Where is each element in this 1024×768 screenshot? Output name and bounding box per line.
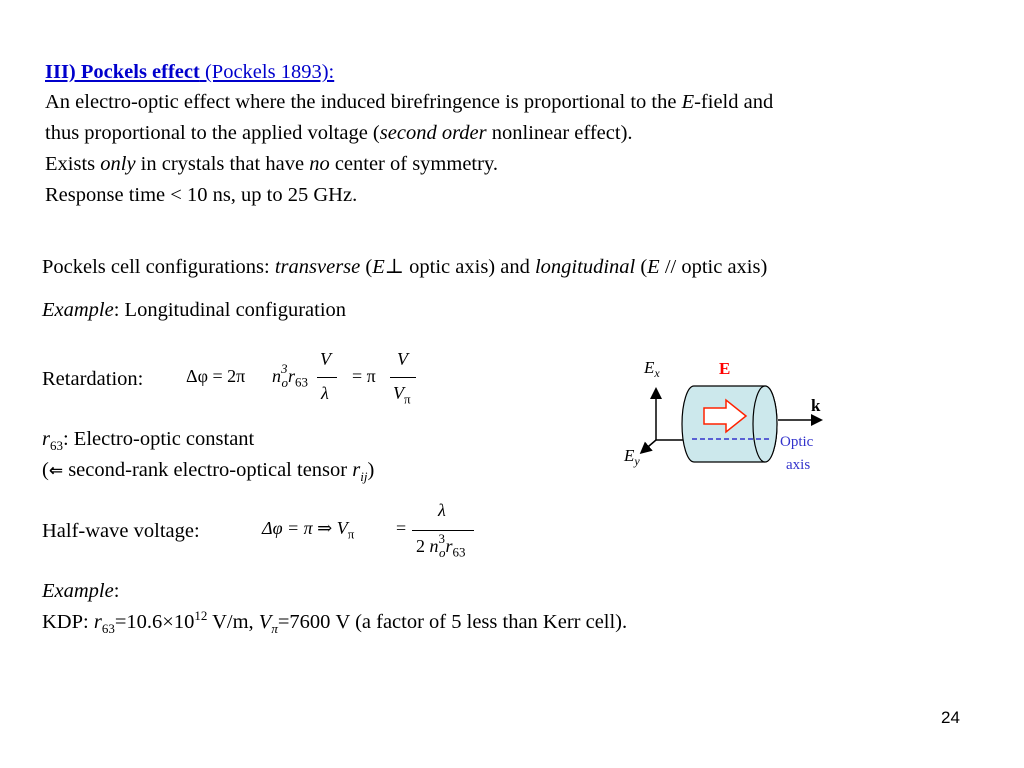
- frac2-num: V: [397, 349, 408, 369]
- config-transverse: transverse: [274, 256, 361, 278]
- tensor-line: [42, 455, 374, 487]
- r-sub: 63: [101, 621, 115, 637]
- config-e-symbol: E: [372, 256, 385, 278]
- halfwave-lhs-text: Δφ = π ⇒ V: [262, 518, 348, 538]
- retardation-nr: [272, 361, 309, 390]
- intro-e-symbol: E: [681, 91, 695, 113]
- rij-sub: ij: [360, 469, 368, 485]
- r-symbol: r: [42, 428, 50, 450]
- heading-bold: III) Pockels effect: [45, 61, 200, 83]
- intro-text: in crystals that have: [135, 153, 310, 175]
- r-sub: 63: [452, 544, 466, 560]
- intro-emphasis: second order: [379, 122, 487, 144]
- config-text: Pockels cell configurations:: [42, 256, 275, 278]
- intro-emphasis: only: [100, 153, 136, 175]
- intro-line-2: [45, 118, 633, 149]
- example-colon: :: [113, 580, 120, 602]
- halfwave-eq: =: [396, 518, 407, 538]
- kdp-value: =10.6×10: [114, 611, 195, 633]
- example-text: : Longitudinal configuration: [113, 299, 347, 321]
- example-label: Example: [42, 299, 114, 321]
- optic-label: Optic: [780, 434, 814, 450]
- halfwave-label: Half-wave voltage:: [42, 520, 200, 542]
- left-arrow-icon: ⇐: [48, 461, 64, 481]
- pockels-cell-diagram: [600, 340, 840, 490]
- intro-text: thus proportional to the applied voltage (: [45, 122, 380, 144]
- v-symbol: V: [393, 383, 404, 403]
- tensor-text: second-rank electro-optical tensor: [63, 459, 353, 481]
- intro-emphasis: no: [309, 153, 330, 175]
- pi-sub: π: [404, 391, 411, 407]
- config-text: optic axis) and: [404, 256, 535, 278]
- intro-text: nonlinear effect).: [486, 122, 633, 144]
- intro-line-1: [45, 87, 773, 118]
- cylinder-end-face: [753, 386, 777, 462]
- config-text: (: [360, 256, 373, 278]
- n-symbol: n: [429, 536, 439, 556]
- frac1-den: λ: [321, 383, 329, 403]
- retardation-lhs: [186, 366, 245, 387]
- example-label: Example: [42, 580, 114, 602]
- example-longitudinal: [42, 295, 346, 326]
- delta-phi: Δφ: [186, 366, 208, 386]
- example-kdp-label: [42, 576, 119, 607]
- n-sup: 3: [438, 531, 445, 546]
- frac1-bar: [317, 377, 337, 378]
- n-sub: o: [439, 544, 446, 560]
- pi-sub: π: [347, 526, 355, 542]
- config-text: // optic axis): [659, 256, 768, 278]
- intro-text: An electro-optic effect where the induced birefringence is proportional to the: [45, 91, 682, 113]
- v-symbol: V: [258, 611, 272, 633]
- r-symbol: r: [93, 611, 102, 633]
- intro-text: center of symmetry.: [329, 153, 498, 175]
- config-e-symbol: E: [647, 256, 660, 278]
- two: 2: [416, 536, 430, 556]
- frac1-num: V: [320, 349, 331, 369]
- tensor-text: (: [42, 459, 49, 481]
- heading-sub: (Pockels 1893):: [199, 61, 335, 83]
- config-line: [42, 252, 767, 283]
- n-sub: o: [281, 374, 288, 390]
- r63-line: [42, 424, 254, 455]
- r-sub: 63: [49, 438, 63, 454]
- kdp-text: KDP:: [42, 611, 94, 633]
- kdp-line: [42, 607, 627, 638]
- halfwave-num: λ: [438, 500, 446, 520]
- e-label: E: [719, 359, 731, 378]
- intro-line-4: Response time < 10 ns, up to 25 GHz.: [45, 184, 358, 206]
- pi-sub: π: [271, 621, 278, 637]
- ey-axis: [642, 440, 656, 452]
- page-number: 24: [941, 708, 960, 727]
- section-heading: [45, 57, 334, 88]
- k-label: k: [811, 396, 821, 415]
- kdp-text: =7600 V (a factor of 5 less than Kerr cell).: [277, 611, 628, 633]
- n-symbol: n: [272, 366, 281, 386]
- axis-label: axis: [786, 457, 811, 473]
- r-sub: 63: [295, 374, 309, 390]
- ey-label: $E_y$: [624, 446, 640, 468]
- eq-term: = 2π: [212, 366, 246, 386]
- config-text: (: [635, 256, 648, 278]
- rij-symbol: r: [352, 459, 361, 481]
- intro-line-3: [45, 149, 498, 180]
- kdp-text: V/m,: [207, 611, 259, 633]
- r-symbol: r: [288, 366, 296, 386]
- frac2-den: [393, 383, 411, 407]
- n-sup: 3: [281, 361, 288, 376]
- halfwave-lhs: [262, 518, 355, 542]
- perpendicular-symbol: ⊥: [384, 256, 405, 278]
- r-symbol: r: [445, 536, 453, 556]
- intro-text: -field and: [694, 91, 774, 113]
- tensor-text: ): [367, 459, 375, 481]
- retardation-eq2: = π: [352, 366, 376, 386]
- r63-text: : Electro-optic constant: [62, 428, 255, 450]
- config-longitudinal: longitudinal: [534, 256, 636, 278]
- frac2-bar: [390, 377, 416, 378]
- intro-text: Exists: [45, 153, 101, 175]
- halfwave-den: [416, 531, 466, 560]
- ex-label: $E_x$: [644, 358, 660, 380]
- retardation-label: Retardation:: [42, 368, 144, 390]
- kdp-exponent: 12: [194, 608, 208, 624]
